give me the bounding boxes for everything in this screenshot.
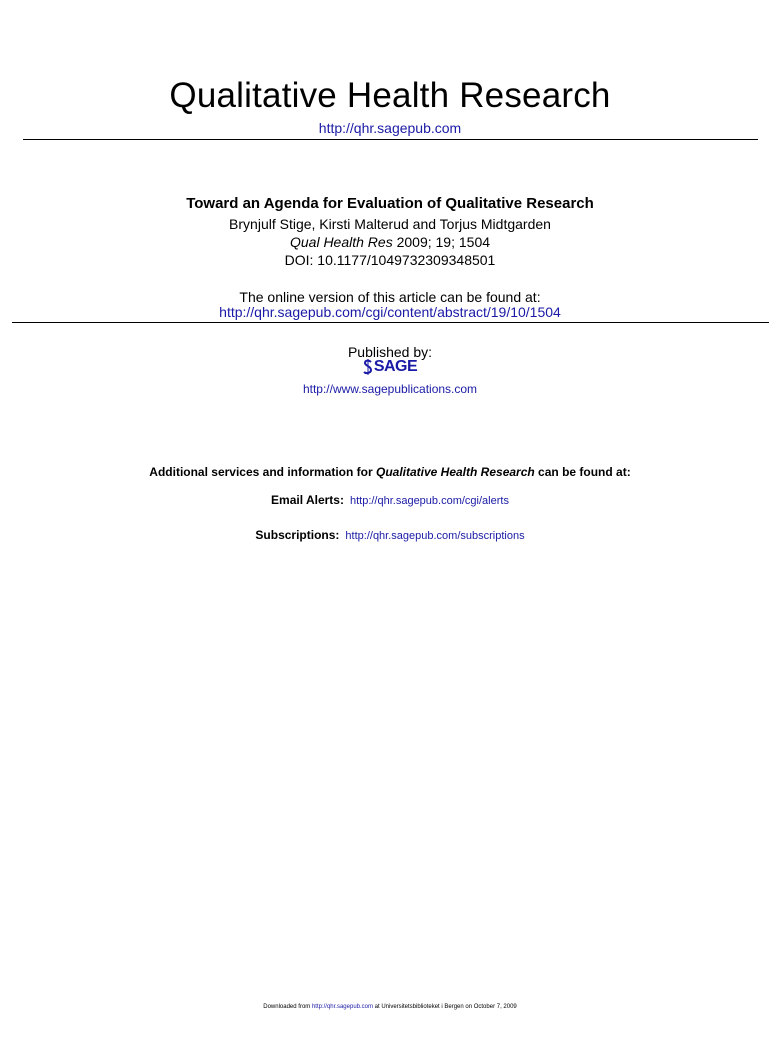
- citation-details: 2009; 19; 1504: [392, 234, 491, 250]
- article-citation: [0, 234, 780, 250]
- sage-publications-link[interactable]: http://www.sagepublications.com: [302, 382, 478, 396]
- email-alerts-label: Email Alerts:: [271, 493, 344, 507]
- journal-url-link[interactable]: http://qhr.sagepub.com: [318, 120, 462, 136]
- online-version-link[interactable]: http://qhr.sagepub.com/cgi/content/abstract/19/10/1504: [219, 304, 561, 320]
- article-title: Toward an Agenda for Evaluation of Qualitative Research: [186, 195, 594, 212]
- sage-logo-text: SAGE: [373, 358, 418, 375]
- email-alerts-link[interactable]: http://qhr.sagepub.com/cgi/alerts: [349, 495, 509, 507]
- middle-divider: [12, 322, 769, 323]
- additional-services-line: [0, 465, 780, 479]
- footer-suffix: at Universitetsbiblioteket i Bergen on October 7, 2009: [373, 1004, 517, 1010]
- services-suffix: can be found at:: [534, 465, 631, 479]
- online-version-label: The online version of this article can be found at:: [239, 289, 541, 305]
- services-prefix: Additional services and information for: [149, 465, 376, 479]
- sage-logo-icon: [363, 359, 373, 375]
- subscriptions-label: Subscriptions:: [255, 528, 340, 542]
- top-divider: [23, 139, 758, 140]
- citation-journal: Qual Health Res: [289, 234, 393, 250]
- footer-prefix: Downloaded from: [263, 1004, 312, 1010]
- download-footer: [0, 1004, 780, 1010]
- sage-logo[interactable]: [363, 358, 417, 376]
- subscriptions-row: [0, 528, 780, 542]
- services-journal: Qualitative Health Research: [375, 465, 535, 479]
- journal-title: Qualitative Health Research: [169, 76, 611, 115]
- article-authors: Brynjulf Stige, Kirsti Malterud and Torjus Midtgarden: [229, 216, 551, 232]
- subscriptions-link[interactable]: http://qhr.sagepub.com/subscriptions: [345, 530, 525, 542]
- article-doi: DOI: 10.1177/1049732309348501: [284, 252, 496, 268]
- published-by-label: Published by:: [347, 344, 433, 360]
- email-alerts-row: [0, 493, 780, 507]
- footer-link[interactable]: http://qhr.sagepub.com: [311, 1004, 373, 1010]
